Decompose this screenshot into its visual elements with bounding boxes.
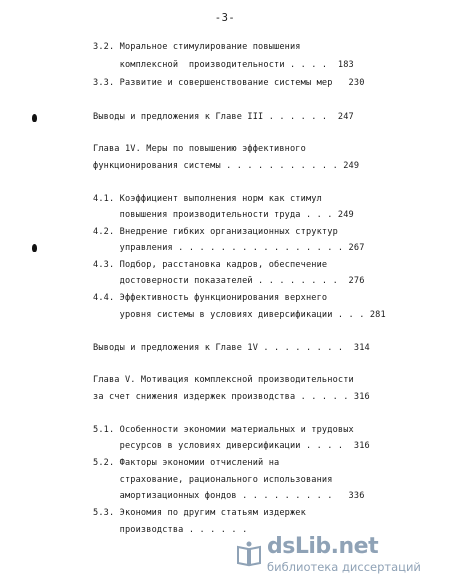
toc-line: управления . . . . . . . . . . . . . . . . 267: [93, 243, 365, 253]
watermark-subtitle: библиотека диссертаций: [267, 560, 421, 574]
toc-line: Выводы и предложения к Главе III . . . . . . 247: [93, 112, 354, 122]
toc-line: амортизационных фондов . . . . . . . . . 336: [93, 491, 365, 501]
book-logo-icon: [235, 540, 263, 568]
watermark-brand: dsLib.net: [267, 534, 379, 559]
toc-line: Глава 1V. Меры по повышению эффективного: [93, 144, 306, 154]
toc-line: уровня системы в условиях диверсификации . . . 281: [93, 310, 386, 320]
toc-line: за счет снижения издержек производства . . . . . 316: [93, 392, 370, 402]
dslib-watermark: [235, 534, 440, 574]
toc-line: Выводы и предложения к Главе 1V . . . . . . . . 314: [93, 343, 370, 353]
toc-line: производства . . . . . .: [93, 525, 248, 535]
toc-line: страхование, рационального использования: [93, 475, 333, 485]
toc-line: 4.3. Подбор, расстановка кадров, обеспечение: [93, 260, 328, 270]
toc-line: 5.3. Экономия по другим статьям издержек: [93, 508, 306, 518]
toc-line: комплексной производительности . . . . 183: [93, 60, 354, 70]
toc-line: 4.4. Эффективность функционирования верхнего: [93, 293, 328, 303]
toc-line: 5.2. Факторы экономии отчислений на: [93, 458, 280, 468]
toc-line: достоверности показателей . . . . . . . . 276: [93, 276, 365, 286]
toc-line: 3.3. Развитие и совершенствование системы мер 230: [93, 78, 365, 88]
toc-line: 4.2. Внедрение гибких организационных структур: [93, 227, 338, 237]
binding-hole-mark: [32, 244, 37, 252]
toc-line: 5.1. Особенности экономии материальных и трудовых: [93, 425, 354, 435]
toc-line: Глава V. Мотивация комплексной производительности: [93, 375, 354, 385]
page-number: -3-: [214, 12, 236, 24]
toc-line: повышения производительности труда . . . 249: [93, 210, 354, 220]
toc-line: 3.2. Моральное стимулирование повышения: [93, 42, 301, 52]
toc-line: функционирования системы . . . . . . . . . . . 249: [93, 161, 360, 171]
toc-line: ресурсов в условиях диверсификации . . . . 316: [93, 441, 370, 451]
binding-hole-mark: [32, 114, 37, 122]
toc-line: 4.1. Коэффициент выполнения норм как стимул: [93, 194, 322, 204]
